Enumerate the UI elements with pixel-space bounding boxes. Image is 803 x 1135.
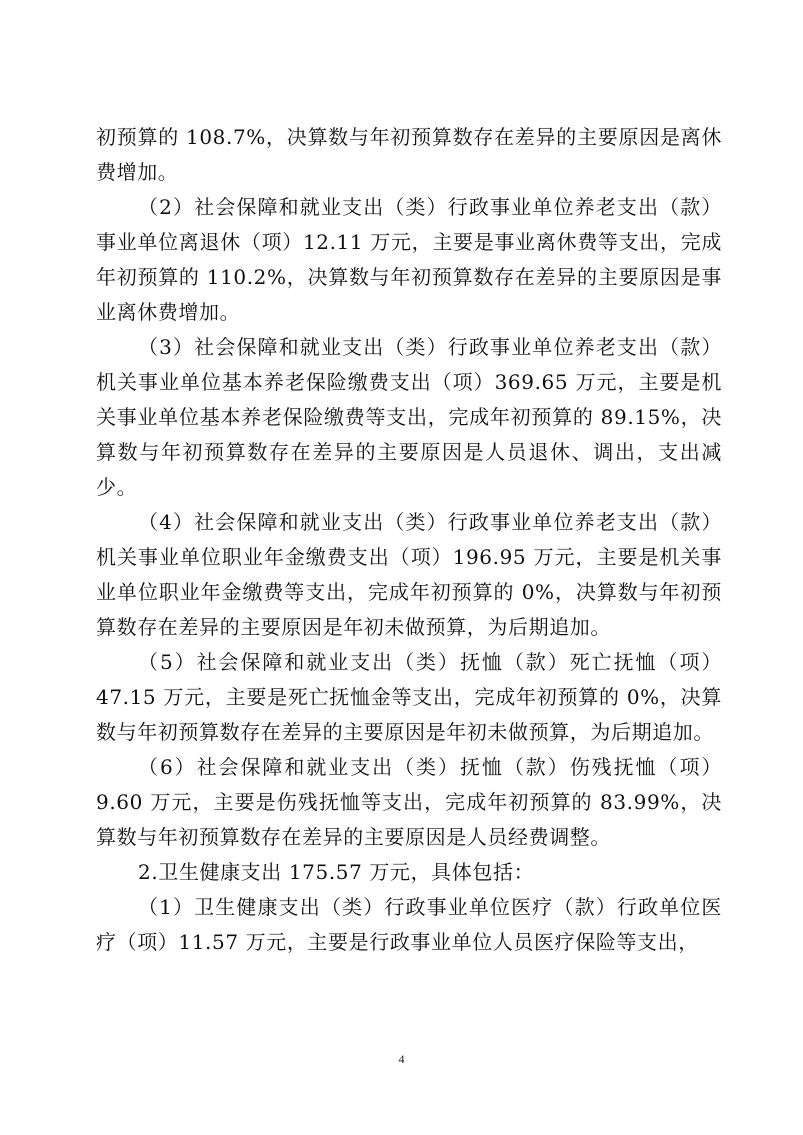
- paragraph-item-3: （3）社会保障和就业支出（类）行政事业单位养老支出（款）机关事业单位基本养老保险缴费支出（项）369.65 万元，主要是机关事业单位基本养老保险缴费等支出，完成年初预算的 89.15%，决算数与年初预算数存在差异的主要原因是人员退休、调出，支出减少。: [96, 335, 722, 499]
- paragraph-item-2: （2）社会保障和就业支出（类）行政事业单位养老支出（款）事业单位离退休（项）12.11 万元，主要是事业离休费等支出，完成年初预算的 110.2%，决算数与年初预算数存在差异的主要原因是事业离休费增加。: [96, 195, 722, 324]
- section-heading-health: 2.卫生健康支出 175.57 万元，具体包括：: [138, 860, 535, 884]
- paragraph-health-item-1: （1）卫生健康支出（类）行政事业单位医疗（款）行政单位医疗（项）11.57 万元，主要是行政事业单位人员医疗保险等支出，: [96, 895, 722, 954]
- paragraph-item-5: （5）社会保障和就业支出（类）抚恤（款）死亡抚恤（项）47.15 万元，主要是死亡抚恤金等支出，完成年初预算的 0%，决算数与年初预算数存在差异的主要原因是年初未做预算，为后期追加。: [96, 650, 722, 744]
- page-body: [96, 120, 722, 960]
- page-number: 4: [398, 1052, 405, 1066]
- paragraph-continuation: 初预算的 108.7%，决算数与年初预算数存在差异的主要原因是离休费增加。: [96, 125, 722, 184]
- paragraph-item-4: （4）社会保障和就业支出（类）行政事业单位养老支出（款）机关事业单位职业年金缴费支出（项）196.95 万元，主要是机关事业单位职业年金缴费等支出，完成年初预算的 0%，决算数与年初预算数存在差异的主要原因是年初未做预算，为后期追加。: [96, 510, 722, 639]
- paragraph-item-6: （6）社会保障和就业支出（类）抚恤（款）伤残抚恤（项）9.60 万元，主要是伤残抚恤等支出，完成年初预算的 83.99%，决算数与年初预算数存在差异的主要原因是人员经费调整。: [96, 755, 722, 849]
